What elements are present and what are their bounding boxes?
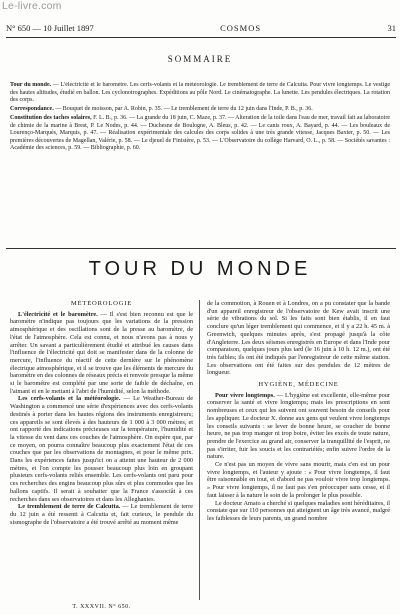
article-text: — Le Weather-Bureau de Washington a commencé une série d'expériences avec des cerfs-volants destinés à porter dans les hautes régions des instruments enregistreurs; ces appareils se sont élevés à des hauteurs de 1 000 à 3 000 mètres, et ont rapporté des indications précieuses sur la température, l'humidité et la vitesse du vent dans ces couches de l'atmosphère. On espère que, par ce moyen, on pourra connaître beaucoup plus exactement l'état de ces couches que par les observations de montagnes, et pour le même prix. Dans les expériences faites jusqu'ici on a atteint une hauteur de 2 000 mètres, et l'on compte les pousser beaucoup plus loin en groupant plusieurs cerfs-volants reliés ensemble. Les cerfs-volants ont paru pour ces recherches des engins beaucoup plus sûrs et plus commodes que les ballons captifs. Il serait à souhaiter que la France s'associât à ces recherches dans ses observatoires et dans les Alleghanies.: [10, 395, 193, 503]
article-title: L'électricité et le baromètre.: [18, 310, 98, 318]
page-number: 31: [387, 23, 396, 33]
sommaire-rule: [6, 248, 396, 249]
header-rule: [6, 37, 396, 38]
right-column: [207, 300, 390, 523]
article-text: — Il s'est bien reconnu est que le baromètre n'indique pas toujours que les variations de la pression atmosphérique et des oscillations sont de la presse au baromètre, de l'état de l'atmosphère. Cela est connu, et nous n'avons pas à nous y arrêter. Un savant a particulièrement étudié et attribué les causes dans l'influence de l'électricité qui doit se manifester dans de la colonne de mercure, l'influence du réactif de cette dernière sur le phénomène électrique atmosphérique, et il se trouve que les éléments de mercure du baromètre en des colonnes de réseaux précis et renvoie presque la même si le barométre est complété par une sorte de faible de déchaîne, en l'aimant et en le mettant à l'abri de l'humidité, selon la méthode.: [10, 310, 193, 395]
article: [10, 395, 193, 503]
sommaire-entry-lead: Tour du monde.: [10, 82, 52, 88]
article-text: — L'hygiène est excellente, elle-même pour conserver la santé et vivre longtemps; mais les prescriptions en sont nombreuses et ceux qui les suivent ont souvent besoin de conseils pour les appliquer. Le docteur X. donne aux gens qui veulent vivre longtemps les conseils suivants : se lever de bonne heure, se coucher de bonne heure, ne pas trop manger ni trop boire, éviter les excès de toute nature, prendre de l'exercice au grand air, conserver la tranquillité de l'esprit, ne pas s'irriter, fuir les soucis et les contrariétés; enfin suivre l'ordre de la nature.: [207, 391, 390, 461]
article-title: Les cerfs-volants et la météorologie.: [18, 395, 121, 403]
sommaire-entry-text: F. L. B., p. 36. — La grande du 18 juin, C. Maze, p. 37. — Alteration de la toile dans l'eau de mer, travail fait au laboratoire de chimie de la marine à Brest, P. Le Nodes, p. 44. — Duchesne de Boulogne, A. Bleus, p. 42. — Le canis roux, A. Bayard, p. 44. — Les bouleaux de Lourenço-Marquès, Marquis, p. 47. — Réalisation expérimentale des calcules des corps solides à une très grande vitesse, Jacques Baxter, p. 50. — Les premières découvertes de Magellan, Valérie, p. 58. — Le djeuel de Finistère, p. 53. — L'Observatoire du collège Harvard, O. L., p. 58. — Sociétés savantes : Académie des sciences, p. 59. — Bibliographie, p. 60.: [10, 115, 390, 151]
watermark: Le-livre.com: [2, 0, 62, 12]
sommaire-entry: [10, 82, 390, 105]
sommaire-title: SOMMAIRE: [167, 54, 233, 64]
journal-name: COSMOS: [220, 23, 262, 33]
section-heading-meteorologie: MÉTÉOROLOGIE: [70, 300, 133, 307]
sommaire-entry-text: — Bouquet de moisson, par A. Robin, p. 35. — Le tremblement de terre du 12 juin dans l'Inde, P. B., p. 36.: [53, 106, 313, 112]
article: [207, 461, 390, 500]
issue-number: [6, 23, 94, 33]
article-continuation: de la commotion, à Rouen et à Londres, on a pu constater que la bande d'un appareil enregistreur de l'observatoire de Kew avait inscrit une série de vibrations du sol. Si les faits sont bien établis, il en faut conclure qu'un léger tremblement qui commence, et il y a 22 h. 45 m. à Greenwich, quelques minutes après, s'est propagé jusqu'à la côte d'Angleterre. Les deux séismes enregistrés en Europe et dans l'Inde pour comparaison, quelques jours plus tard (le 16 juin à 10 h. 12 m.), ont été très faibles; ils ont été indiqués par l'enregistreur de cette même station. Les observations ont été faites sur des pendules de 12 mètres de longueur.: [207, 300, 390, 377]
issue-date: — 10 Juillet 1897: [32, 23, 94, 33]
sommaire-entry: [10, 106, 390, 114]
article: [10, 311, 193, 396]
section-title: TOUR DU MONDE: [88, 258, 312, 280]
article: [207, 500, 390, 523]
sommaire-entry-lead: Constitution des taches solaires,: [10, 115, 92, 121]
sommaire-entry-text: — L'électricité et le baromètre. Les cerfs-volants et la météorologie. Le tremblement de terre de Calcutta. Pour vivre longtemps. Le vestige des hautes altitudes, étudié en ballon. Les cyclonotrographes. Expéditions au pôle Nord. Le cinématographe. La lunette. Les pendules électriques. La rotation des corps.: [10, 82, 390, 103]
column-divider: [199, 300, 200, 600]
section-heading-hygiene: HYGIÈNE, MÉDECINE: [258, 381, 339, 389]
article-title: Pour vivre longtemps.: [215, 391, 275, 399]
article: [10, 503, 193, 526]
sommaire-entry-lead: Correspondance.: [10, 106, 54, 112]
article: [207, 392, 390, 461]
left-column: [10, 300, 193, 526]
running-head: [6, 22, 396, 34]
issue-label: N° 650: [6, 23, 31, 33]
sommaire-block: [10, 82, 390, 154]
article-text: — Le tremblement de terre du 12 juin a été ressenti à Calcutta et, fait curieux, le pendule du sismographe de l'observatoire a été trouvé arrêté au moment même: [10, 503, 193, 526]
article-title: Le tremblement de terre de Calcutta.: [18, 503, 121, 511]
sommaire-entry: [10, 115, 390, 153]
volume-footer: T. XXXVII. N° 650.: [72, 604, 131, 610]
article-text: Le docteur Amato a cherché si quelques maladies sont héréditaires, il constate que sur 110 personnes qui atteignent un âge très avancé, malgré les faiblesses de leurs parents, un grand nombre: [207, 499, 390, 522]
article-text: Ce n'est pas un moyen de vivre sans mourir, mais c'en est un pour vivre longtemps, et l'auteur y ajoute : « Pour vivre longtemps, il faut être raisonnable en tout, et d'abord ne pas vouloir vivre trop longtemps. » Pour vivre longtemps, il ne faut pas s'en préoccuper sans cesse, et il faut laisser à la nature le soin de la prolonger le plus possible.: [207, 461, 390, 499]
